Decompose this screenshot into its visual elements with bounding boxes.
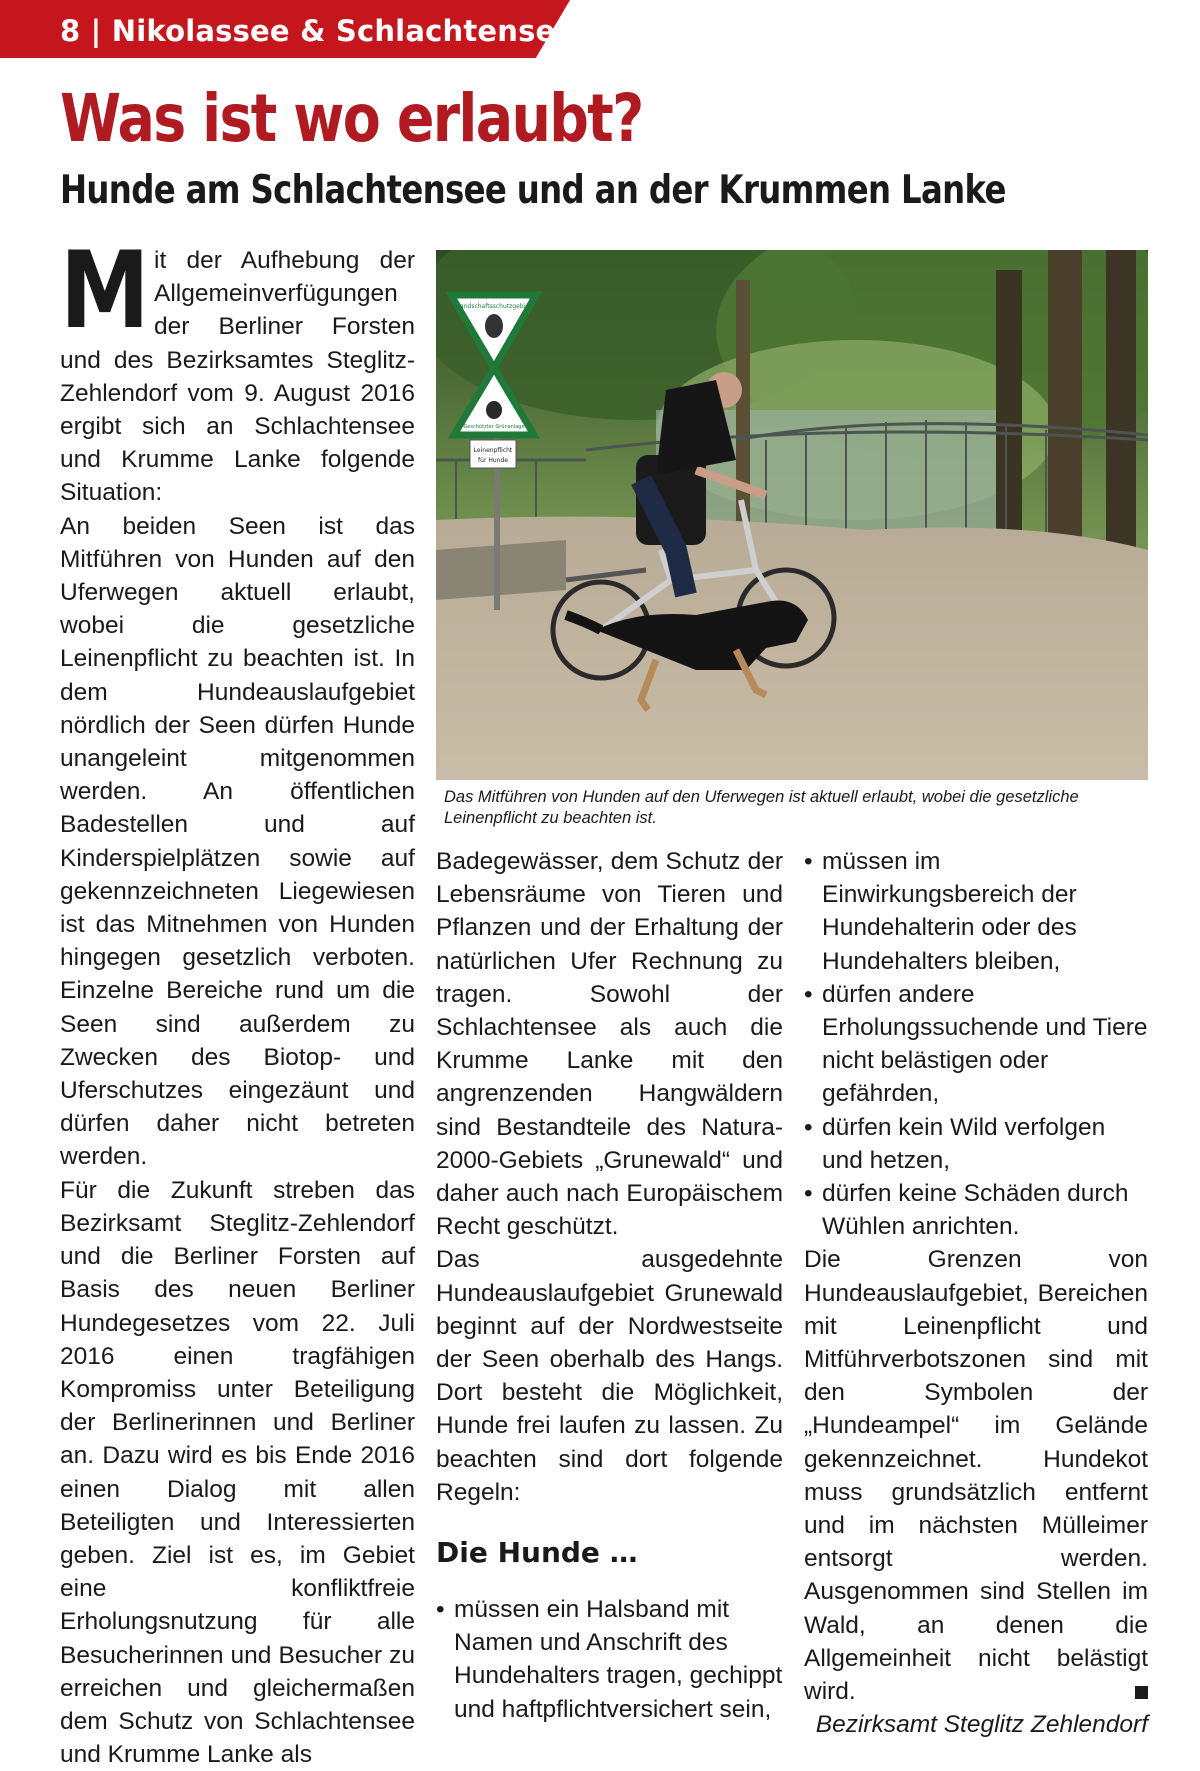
paragraph-protection: Badegewässer, dem Schutz der Lebensräume von Tieren und Pflanzen und der Erhaltung der natürlichen Ufer Rechnung zu tragen. Sowohl der Schlachtensee als auch die Krumme Lanke mit den angrenzenden Hangwäldern sind Bestandteile des Natura-2000-Gebiets „Grunewald“ und daher auch nach Europäischem Recht geschützt. xyxy=(436,848,783,1241)
paragraph-off-leash-area: Das ausgedehnte Hundeauslaufgebiet Grunewald beginnt auf der Nordwestseite der Seen oberhalb des Hangs. Dort besteht die Möglichkeit, Hunde frei laufen zu lassen. Zu beachten sind dort folgende Regeln: xyxy=(436,1246,783,1506)
svg-text:Leinenpflicht: Leinenpflicht xyxy=(473,447,513,454)
svg-text:Landschaftsschutzgebiet: Landschaftsschutzgebiet xyxy=(456,303,532,310)
rule-item: • müssen im Einwirkungsbereich der Hundehalterin oder des Hundehalters bleiben, xyxy=(804,845,1148,978)
paragraph-dogs-allowed: An beiden Seen ist das Mitführen von Hunden auf den Uferwegen aktuell erlaubt, wobei die gesetzliche Leinenpflicht zu beachten ist. In dem Hundeauslaufgebiet nördlich der Seen dürfen Hunde unangeleint mitgenommen werden. An öffentlichen Badestellen und auf Kinderspielplätzen sowie auf gekennzeichneten Liegewiesen ist das Mitnehmen von Hunden hingegen gesetzlich verboten. Einzelne Bereiche rund um die Seen sind außerdem zu Zwecken des Biotop- und Uferschutzes eingezäunt und dürfen daher nicht betreten werden. xyxy=(60,512,415,1171)
paragraph-dog-traffic-light: Die Grenzen von Hundeauslaufgebiet, Bereichen mit Leinenpflicht und Mitführverbotszonen sind mit den Symbolen der „Hundeampel“ im Gelände gekennzeichnet. Hundekot muss grundsätzlich entfernt und im nächsten Mülleimer entsorgt werden. Ausgenommen sind Stellen im Wald, an denen die Allgemeinheit nicht belästigt wird. xyxy=(804,1246,1148,1706)
text-column-2 xyxy=(436,845,783,1726)
rules-list-continued xyxy=(804,845,1148,1243)
rule-item: • müssen ein Halsband mit Namen und Anschrift des Hundehalters tragen, gechippt und haftpflichtversichert sein, xyxy=(436,1593,783,1726)
article-title: Was ist wo erlaubt? xyxy=(60,80,643,157)
paragraph-future-plans: Für die Zukunft streben das Bezirksamt Steglitz-Zehlendorf und die Berliner Forsten auf Basis des neuen Berliner Hundegesetzes vom 22. Juli 2016 einen tragfähigen Kompromiss unter Beteiligung der Berlinerinnen und Berliner an. Dazu wird es bis Ende 2016 einen Dialog mit allen Beteiligten und Interessierten geben. Ziel ist es, im Gebiet eine konfliktfreie Erholungsnutzung für alle Besucherinnen und Besucher zu erreichen und gleichermaßen dem Schutz von Schlachtensee und Krumme Lanke als xyxy=(60,1176,415,1769)
section-label: 8 | Nikolassee & Schlachtensee extra xyxy=(60,14,673,48)
rule-item: • dürfen andere Erholungssuchende und Tiere nicht belästigen oder gefährden, xyxy=(804,978,1148,1111)
rule-item: • dürfen keine Schäden durch Wühlen anrichten. xyxy=(804,1177,1148,1243)
drop-cap: M xyxy=(60,229,150,352)
rule-item: • dürfen kein Wild verfolgen und hetzen, xyxy=(804,1111,1148,1177)
svg-text:Geschützter Grünanlage: Geschützter Grünanlage xyxy=(463,424,525,430)
text-column-3 xyxy=(804,845,1148,1741)
rules-heading: Die Hunde … xyxy=(436,1536,638,1570)
article-subtitle: Hunde am Schlachtensee und an der Krummen Lanke xyxy=(60,168,1006,213)
text-column-1 xyxy=(60,229,415,1771)
rules-list xyxy=(436,1593,783,1726)
lead-paragraph: it der Aufhebung der Allgemeinverfügungen der Berliner Forsten und des Bezirksamtes Steglitz-Zehlendorf vom 9. August 2016 ergibt sich an Schlachtensee und Krumme Lanke folgende Situation: xyxy=(60,247,415,507)
leash-sign-plate xyxy=(470,440,516,468)
end-of-article-mark xyxy=(1135,1686,1148,1699)
author-signature: Bezirksamt Steglitz Zehlendorf xyxy=(815,1711,1148,1739)
photo-cyclist-with-dog xyxy=(436,250,1148,780)
article-photo xyxy=(436,250,1148,780)
photo-caption: Das Mitführen von Hunden auf den Uferwegen ist aktuell erlaubt, wobei die gesetzliche Leinenpflicht zu beachten ist. xyxy=(444,788,1079,827)
svg-text:für Hunde: für Hunde xyxy=(478,457,508,464)
